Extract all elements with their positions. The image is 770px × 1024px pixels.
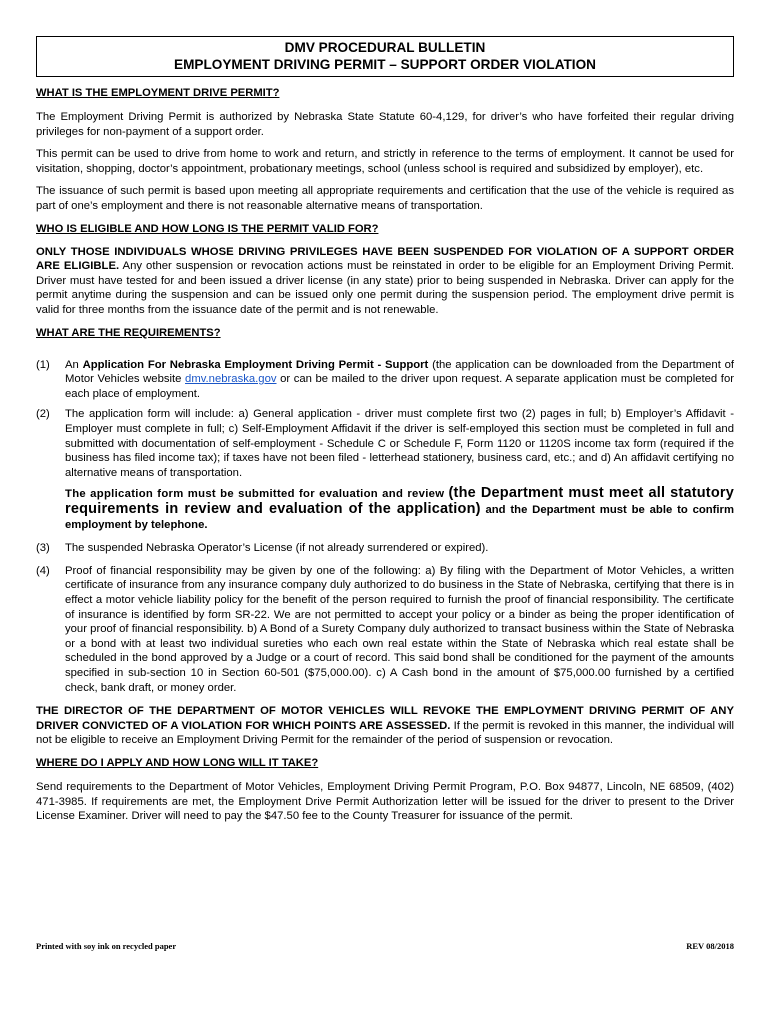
footer-revision: REV 08/2018 bbox=[686, 941, 734, 951]
section-heading-what-is: WHAT IS THE EMPLOYMENT DRIVE PERMIT? bbox=[36, 87, 280, 99]
application-form-name: Application For Nebraska Employment Driving Permit - Support bbox=[82, 358, 429, 371]
requirement-text-pre: An bbox=[65, 358, 83, 371]
requirement-number: (3) bbox=[36, 542, 50, 555]
requirement-number: (4) bbox=[36, 564, 50, 577]
submission-note-lead: The application form must be submitted for evaluation and review bbox=[65, 488, 449, 501]
requirement-text-post: or can be mailed to the driver upon request. A separate application must be completed for each place of employment. bbox=[65, 373, 734, 400]
requirement-number: (2) bbox=[36, 408, 50, 421]
requirement-number: (1) bbox=[36, 358, 50, 371]
requirement-text: Proof of financial responsibility may be given by one of the following: a) By filing with the Department of Motor Vehicles, a written certificate of insurance from any insurance company duly authorized to do business in the State of Nebraska, certifying that there is in effect a motor vehicle liability policy for the benefit of the person required to furnish the proof of financial responsibility. The certificate of insurance is identified by form SR-22. We are not permitted to accept your policy or a binder as being the proper identification of your proof of financial responsibility. b) A Bond of a Surety Company duly authorized to transact business within the State of Nebraska or a bond with at least two individual sureties who each own real estate within the State of Nebraska which real estate shall be scheduled in the bond approved by a Judge or a court of record. This said bond shall be conditioned for the payment of the amounts specified in sub-section 10 in Section 60-501 ($75,000.00). c) A Cash bond in the amount of $75,000.00 furnished by a certified check, bank draft, or money order. bbox=[65, 564, 734, 694]
paragraph-authorization: The Employment Driving Permit is authorized by Nebraska State Statute 60-4,129, for driver’s who have forfeited their regular driving privileges for non-payment of a support order. bbox=[36, 111, 734, 138]
section-heading-requirements: WHAT ARE THE REQUIREMENTS? bbox=[36, 326, 221, 339]
requirement-item-4 bbox=[36, 564, 734, 695]
eligibility-detail: Any other suspension or revocation actions must be reinstated in order to be eligible for an Employment Driving Permit. Driver must have tested for and been issued a driver license (in any state) prior to being suspended in Nebraska. Driver can apply for the permit anytime during the suspension and can be issued only one permit during the suspension period. The employment drive permit is valid for three months from the issuance date of the permit and is not renewable. bbox=[36, 260, 734, 316]
paragraph-issuance: The issuance of such permit is based upon meeting all appropriate requirements and certification that the use of the vehicle is required as part of one’s employment and there is not reasonable alternative means of transportation. bbox=[36, 185, 734, 212]
section-heading-where-to-apply: WHERE DO I APPLY AND HOW LONG WILL IT TAKE? bbox=[36, 757, 319, 769]
requirement-item-3 bbox=[36, 541, 734, 556]
footer-print-note: Printed with soy ink on recycled paper bbox=[36, 941, 177, 951]
paragraph-eligibility bbox=[36, 245, 734, 318]
requirement-text bbox=[65, 358, 734, 402]
paragraph-permitted-use: This permit can be used to drive from home to work and return, and strictly in reference to the terms of employment. It cannot be used for visitation, shopping, doctor’s appointment, probationary meetings, school (unless school is required and subsidized by employer), etc. bbox=[36, 148, 734, 175]
submission-note-tail: and the Department must be able to confirm employment by telephone. bbox=[65, 504, 734, 532]
footer bbox=[36, 941, 734, 951]
paragraph-apply: Send requirements to the Department of Motor Vehicles, Employment Driving Permit Program, P.O. Box 94877, Lincoln, NE 68509, (402) 471-3985. If requirements are met, the Employment Drive Permit Authorization letter will be issued for the driver to present to the Driver License Examiner. Driver will need to pay the $47.50 fee to the County Treasurer for issuance of the permit. bbox=[36, 781, 734, 823]
revocation-detail: If the permit is revoked in this manner, the individual will not be eligible to receive an Employment Driving Permit for the remainder of the period of suspension or revocation. bbox=[36, 719, 734, 747]
requirement-item-2 bbox=[36, 407, 734, 533]
requirement-text: The suspended Nebraska Operator’s License (if not already surrendered or expired). bbox=[65, 542, 489, 555]
bulletin-subtitle: EMPLOYMENT DRIVING PERMIT – SUPPORT ORDER VIOLATION bbox=[174, 57, 596, 72]
dmv-website-link[interactable]: dmv.nebraska.gov bbox=[185, 373, 277, 386]
requirement-text-mid: (the application can be downloaded from the Department of Motor Vehicles website bbox=[65, 358, 734, 386]
statutory-requirements-note: (the Department must meet all statutory requirements in review and evaluation of the application) bbox=[65, 485, 734, 518]
requirement-item-1 bbox=[36, 358, 734, 402]
bulletin-title: DMV PROCEDURAL BULLETIN bbox=[284, 40, 486, 55]
title-box bbox=[36, 36, 734, 77]
eligibility-lead: ONLY THOSE INDIVIDUALS WHOSE DRIVING PRIVILEGES HAVE BEEN SUSPENDED FOR VIOLATION OF A SUPPORT ORDER ARE ELIGIBLE. bbox=[36, 245, 734, 273]
submission-note bbox=[65, 486, 734, 533]
section-heading-eligibility: WHO IS ELIGIBLE AND HOW LONG IS THE PERMIT VALID FOR? bbox=[36, 222, 379, 235]
requirement-text: The application form will include: a) General application - driver must complete first two (2) pages in full; b) Employer’s Affidavit - Employer must complete in full; c) Self-Employment Affidavit if the driver is self-employed this section must be completed in full and submitted with documentation of self-employment - Schedule C or Schedule F, Form 1120 or 1120S income tax form (required if the business has filed income tax); if taxes have not been filed - letterhead stationery, business card, etc.; and d) An affidavit certifying no alternative means of transportation. bbox=[65, 408, 734, 479]
paragraph-revocation bbox=[36, 704, 734, 748]
document-page bbox=[36, 36, 734, 824]
revocation-lead: THE DIRECTOR OF THE DEPARTMENT OF MOTOR VEHICLES WILL REVOKE THE EMPLOYMENT DRIVING PERMIT OF ANY DRIVER CONVICTED OF A VIOLATION FOR WHICH POINTS ARE ASSESSED. bbox=[36, 705, 734, 732]
